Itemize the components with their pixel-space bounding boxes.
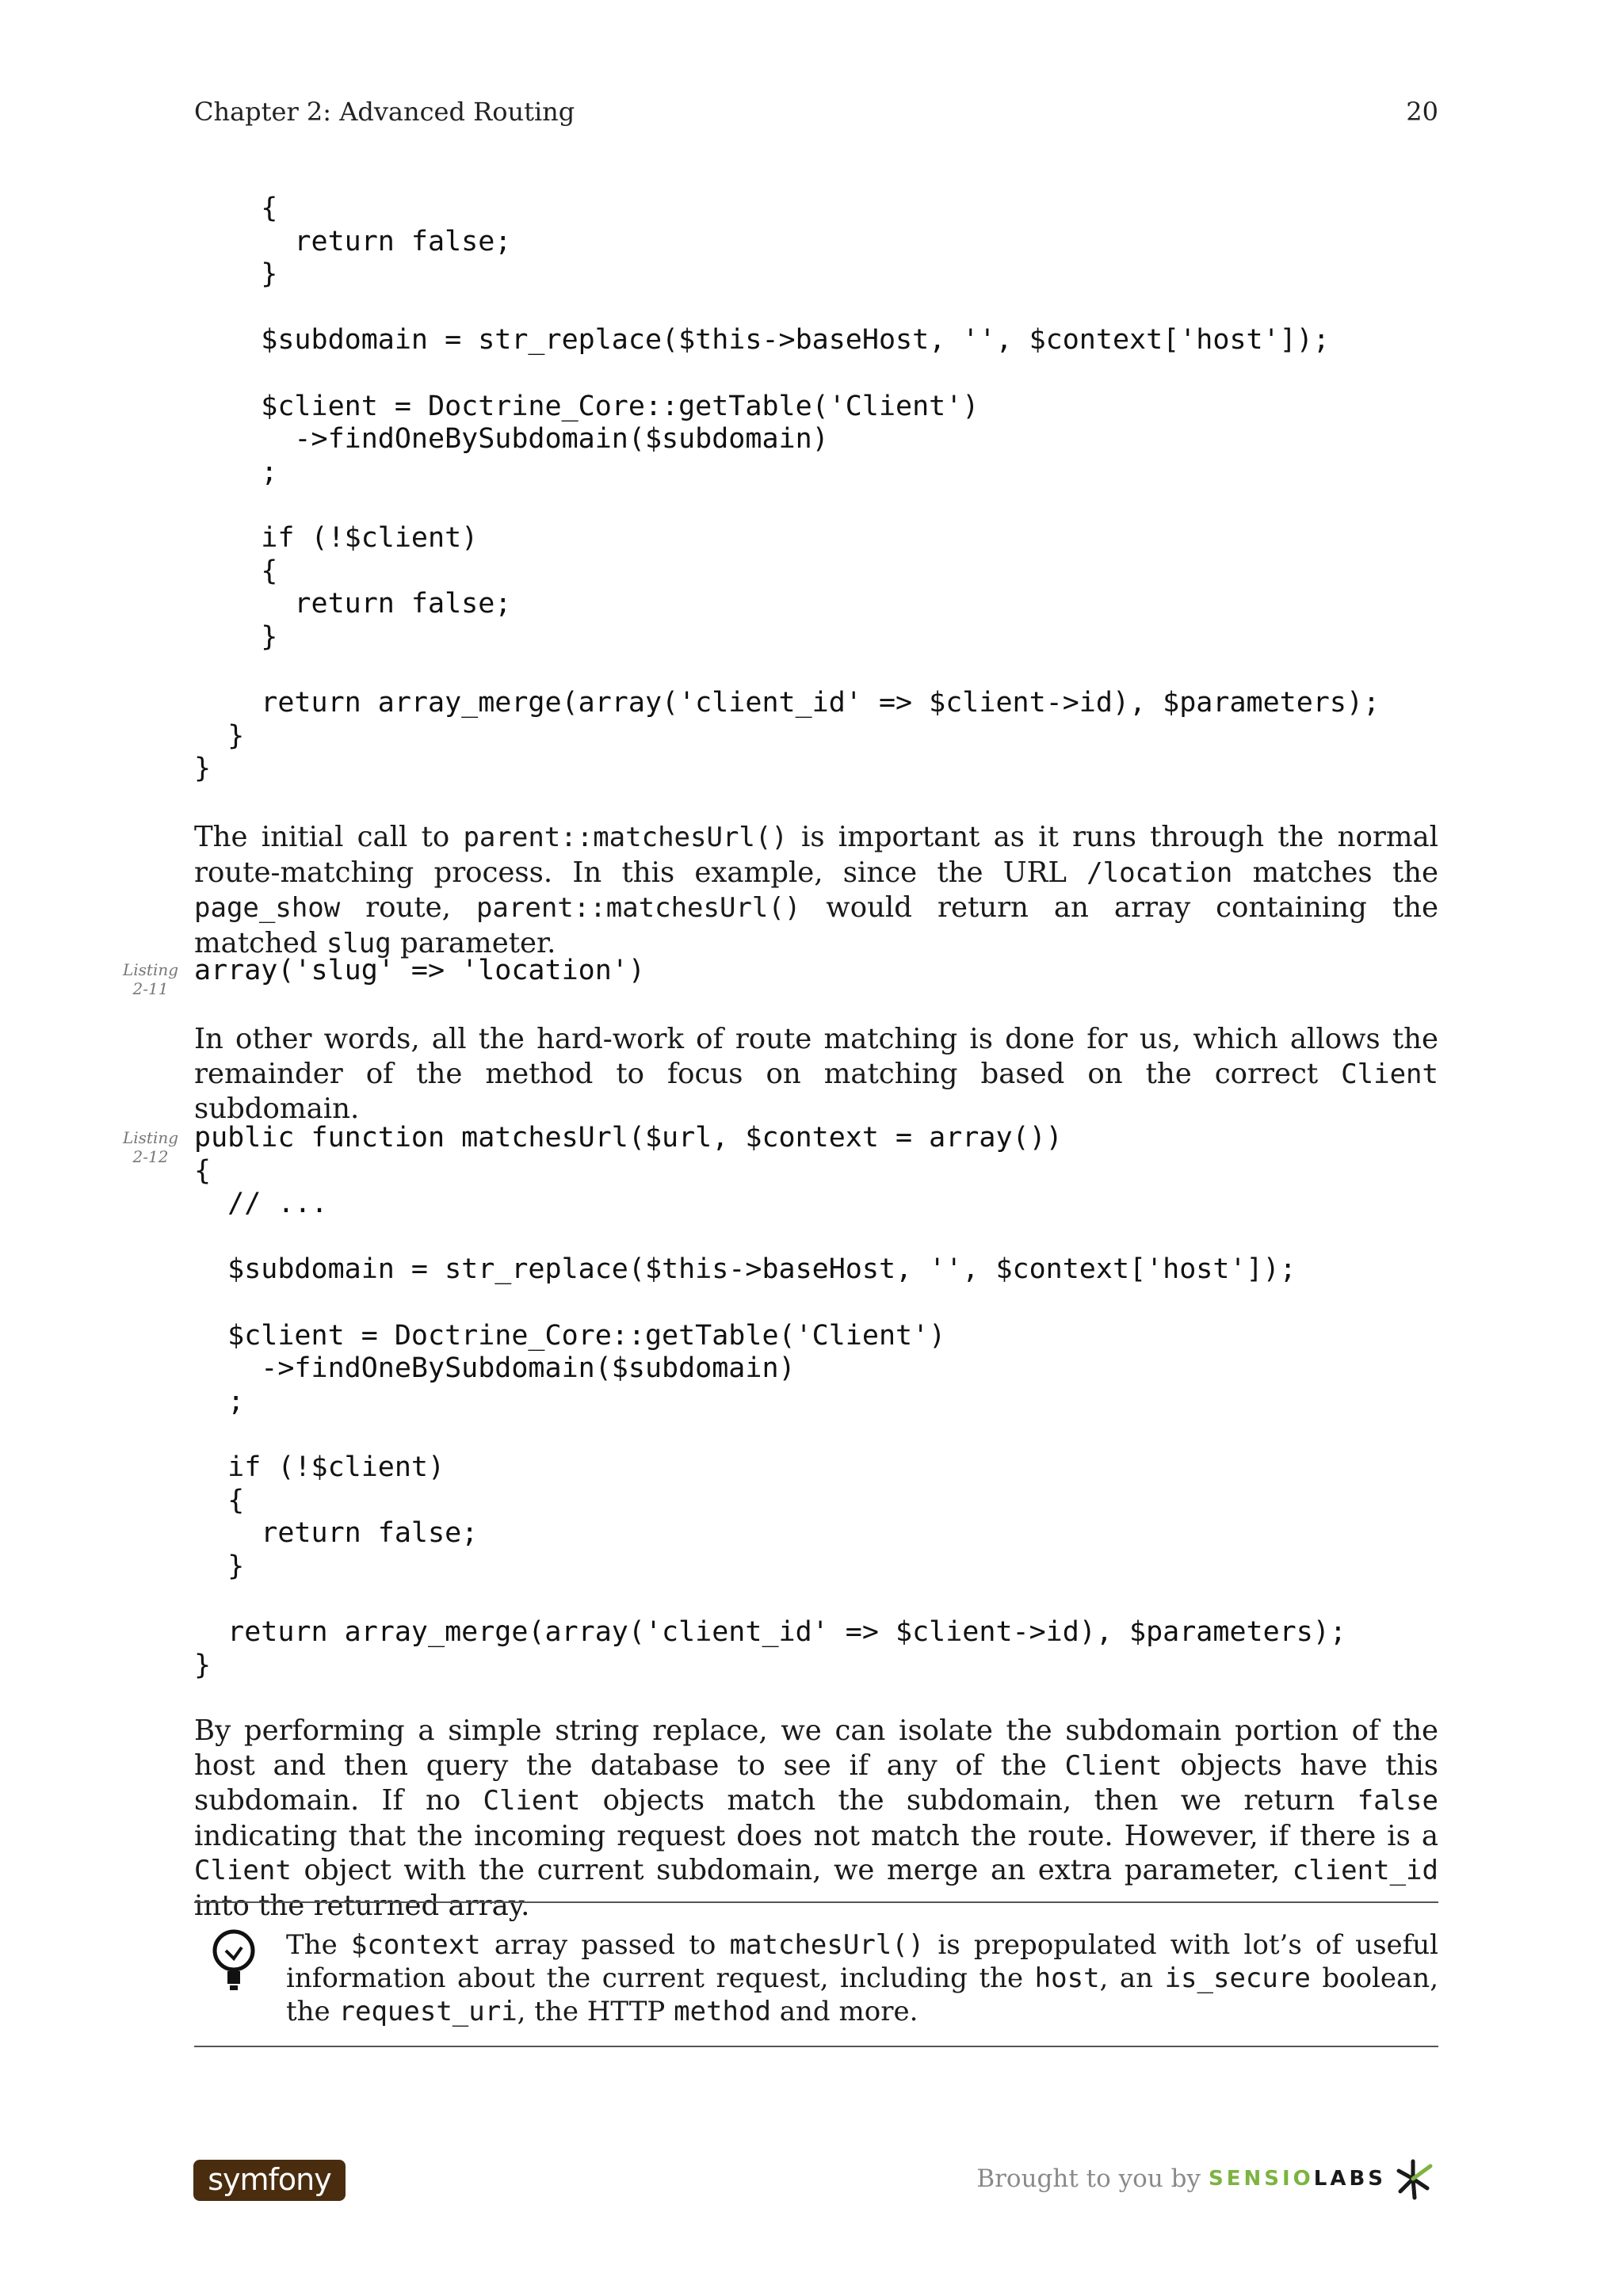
brought-to-you-text: Brought to you by (976, 2164, 1201, 2193)
sensiolabs-logo: SENSIOLABS (1209, 2167, 1386, 2191)
chapter-title: Chapter 2: Advanced Routing (194, 97, 575, 127)
lightbulb-icon (210, 1927, 265, 1998)
code-listing-2-12: public function matchesUrl($url, $context = array()) { // ... $subdomain = str_replace($this->baseHost, '', $context['host']); $client = Doctrine_Core::getTable('Client') ->findOneBySubdomain($subdomain) ; if (!$client) { return false; } return array_merge(array('client_id' => $client->id), $parameters); } (194, 1122, 1346, 1681)
listing-label-2-12: Listing 2-12 (122, 1128, 179, 1166)
listing-label-2-11: Listing 2-11 (122, 960, 179, 998)
tip-note-text: The $context array passed to matchesUrl() is prepopulated with lot’s of useful information about the current request, including the host, an is_secure boolean, the request_uri, the HTTP method and more. (286, 1929, 1439, 2027)
paragraph-string-replace: By performing a simple string replace, we can isolate the subdomain portion of the host and then query the database to see if any of the Client objects have this subdomain. If no Client objects match the subdomain, then we return false indicating that the incoming request does not match the route. However, if there is a Client object with the current subdomain, we merge an extra parameter, client_id into the returned array. (194, 1714, 1438, 1922)
symfony-logo: symfony (193, 2160, 346, 2201)
code-block-continued: { return false; } $subdomain = str_replace($this->baseHost, '', $context['host']); $client = Doctrine_Core::getTable('Client') ->findOneBySubdomain($subdomain) ; if (!$client) { return false; } return array_merge(array('client_id' => $client->id), $parameters); } } (194, 193, 1381, 785)
sponsor-credit (976, 2155, 1438, 2203)
paragraph-other-words: In other words, all the hard-work of route matching is done for us, which allows the remainder of the method to focus on matching based on the correct Client subdomain. (194, 1023, 1438, 1125)
page-number: 20 (1406, 97, 1438, 127)
paragraph-matches-url: The initial call to parent::matchesUrl() is important as it runs through the normal route-matching process. In this example, since the URL /location matches the page_show route, parent::matchesUrl() would return an array containing the matched slug parameter. (194, 821, 1439, 959)
tip-note (194, 1901, 1438, 2047)
sensiolabs-star-icon (1394, 2157, 1438, 2201)
code-listing-2-11: array('slug' => 'location') (194, 955, 645, 986)
